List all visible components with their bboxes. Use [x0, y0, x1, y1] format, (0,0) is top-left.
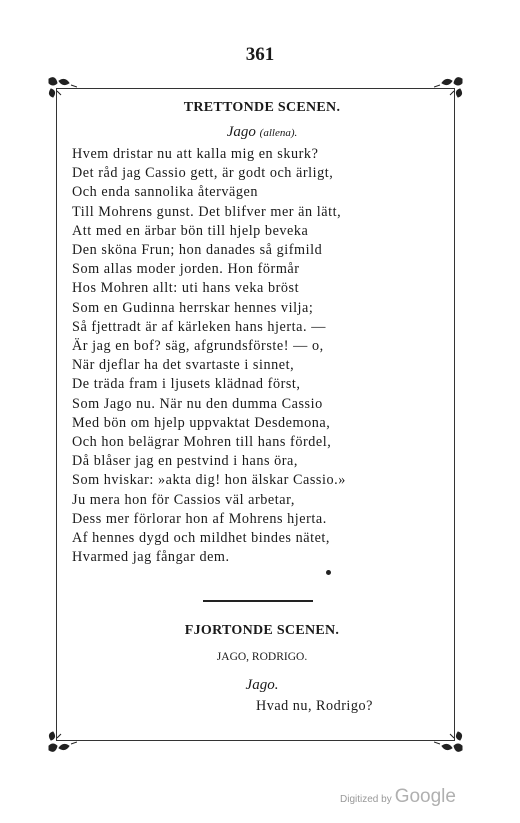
verse-lines [72, 145, 452, 567]
page-number: 361 [245, 44, 275, 65]
verse-line: Ju mera hon för Cassios väl arbetar, [72, 491, 295, 508]
verse-line: Och enda sannolika återvägen [72, 184, 258, 201]
digitized-by-watermark: Digitized by Google [340, 786, 456, 807]
verse-line: De träda fram i ljusets klädnad först, [72, 376, 301, 393]
verse-line-2: Hvad nu, Rodrigo? [256, 698, 373, 714]
corner-ornament-icon [47, 730, 77, 752]
verse-line: Att med en ärbar bön till hjelp beveka [72, 222, 309, 239]
verse-line: Och hon belägrar Mohren till hans fördel, [72, 434, 332, 451]
page-content [72, 100, 452, 567]
character-list: JAGO, RODRIGO. [216, 651, 308, 663]
verse-line: Som Jago nu. När nu den dumma Cassio [72, 395, 323, 412]
google-logo: Google [394, 786, 456, 807]
verse-line: Af hennes dygd och mildhet bindes nätet, [72, 530, 331, 547]
verse-line: När djeflar ha det svartaste i sinnet, [72, 357, 295, 374]
verse-line: Hos Mohren allt: uti hans veka bröst [72, 280, 300, 297]
corner-ornament-icon [434, 730, 464, 752]
stage-direction: (allena). [259, 127, 298, 139]
verse-line: Då blåser jag en pestvind i hans öra, [72, 453, 299, 470]
corner-ornament-icon [47, 77, 77, 99]
corner-ornament-icon [434, 77, 464, 99]
verse-line: Som en Gudinna herrskar hennes vilja; [72, 299, 314, 316]
speaker-name-2: Jago. [245, 677, 279, 693]
scene-title: TRETTONDE SCENEN. [183, 100, 341, 115]
ink-dot [326, 570, 331, 575]
verse-line: Det råd jag Cassio gett, är godt och ärligt, [72, 165, 334, 182]
scene-separator [203, 600, 313, 602]
verse-line: Till Mohrens gunst. Det blifver mer än lätt, [72, 203, 342, 220]
verse-line: Som hviskar: »akta dig! hon älskar Cassio.» [72, 472, 346, 489]
speaker-heading [72, 124, 452, 141]
verse-line: Dess mer förlorar hon af Mohrens hjerta. [72, 510, 327, 527]
verse-line: Hvem dristar nu att kalla mig en skurk? [72, 146, 319, 162]
verse-line: Som allas moder jorden. Hon förmår [72, 261, 300, 278]
scene-title-2: FJORTONDE SCENEN. [184, 623, 340, 638]
verse-line: Så fjettradt är af kärleken hans hjerta. — [72, 318, 326, 335]
verse-line: Är jag en bof? säg, afgrundsförste! — o, [72, 338, 324, 355]
verse-line: Hvarmed jag fångar dem. [72, 549, 230, 566]
speaker-name: Jago [226, 124, 256, 140]
verse-line: Den sköna Frun; hon danades så gifmild [72, 242, 323, 259]
verse-line: Med bön om hjelp uppvaktat Desdemona, [72, 414, 331, 431]
